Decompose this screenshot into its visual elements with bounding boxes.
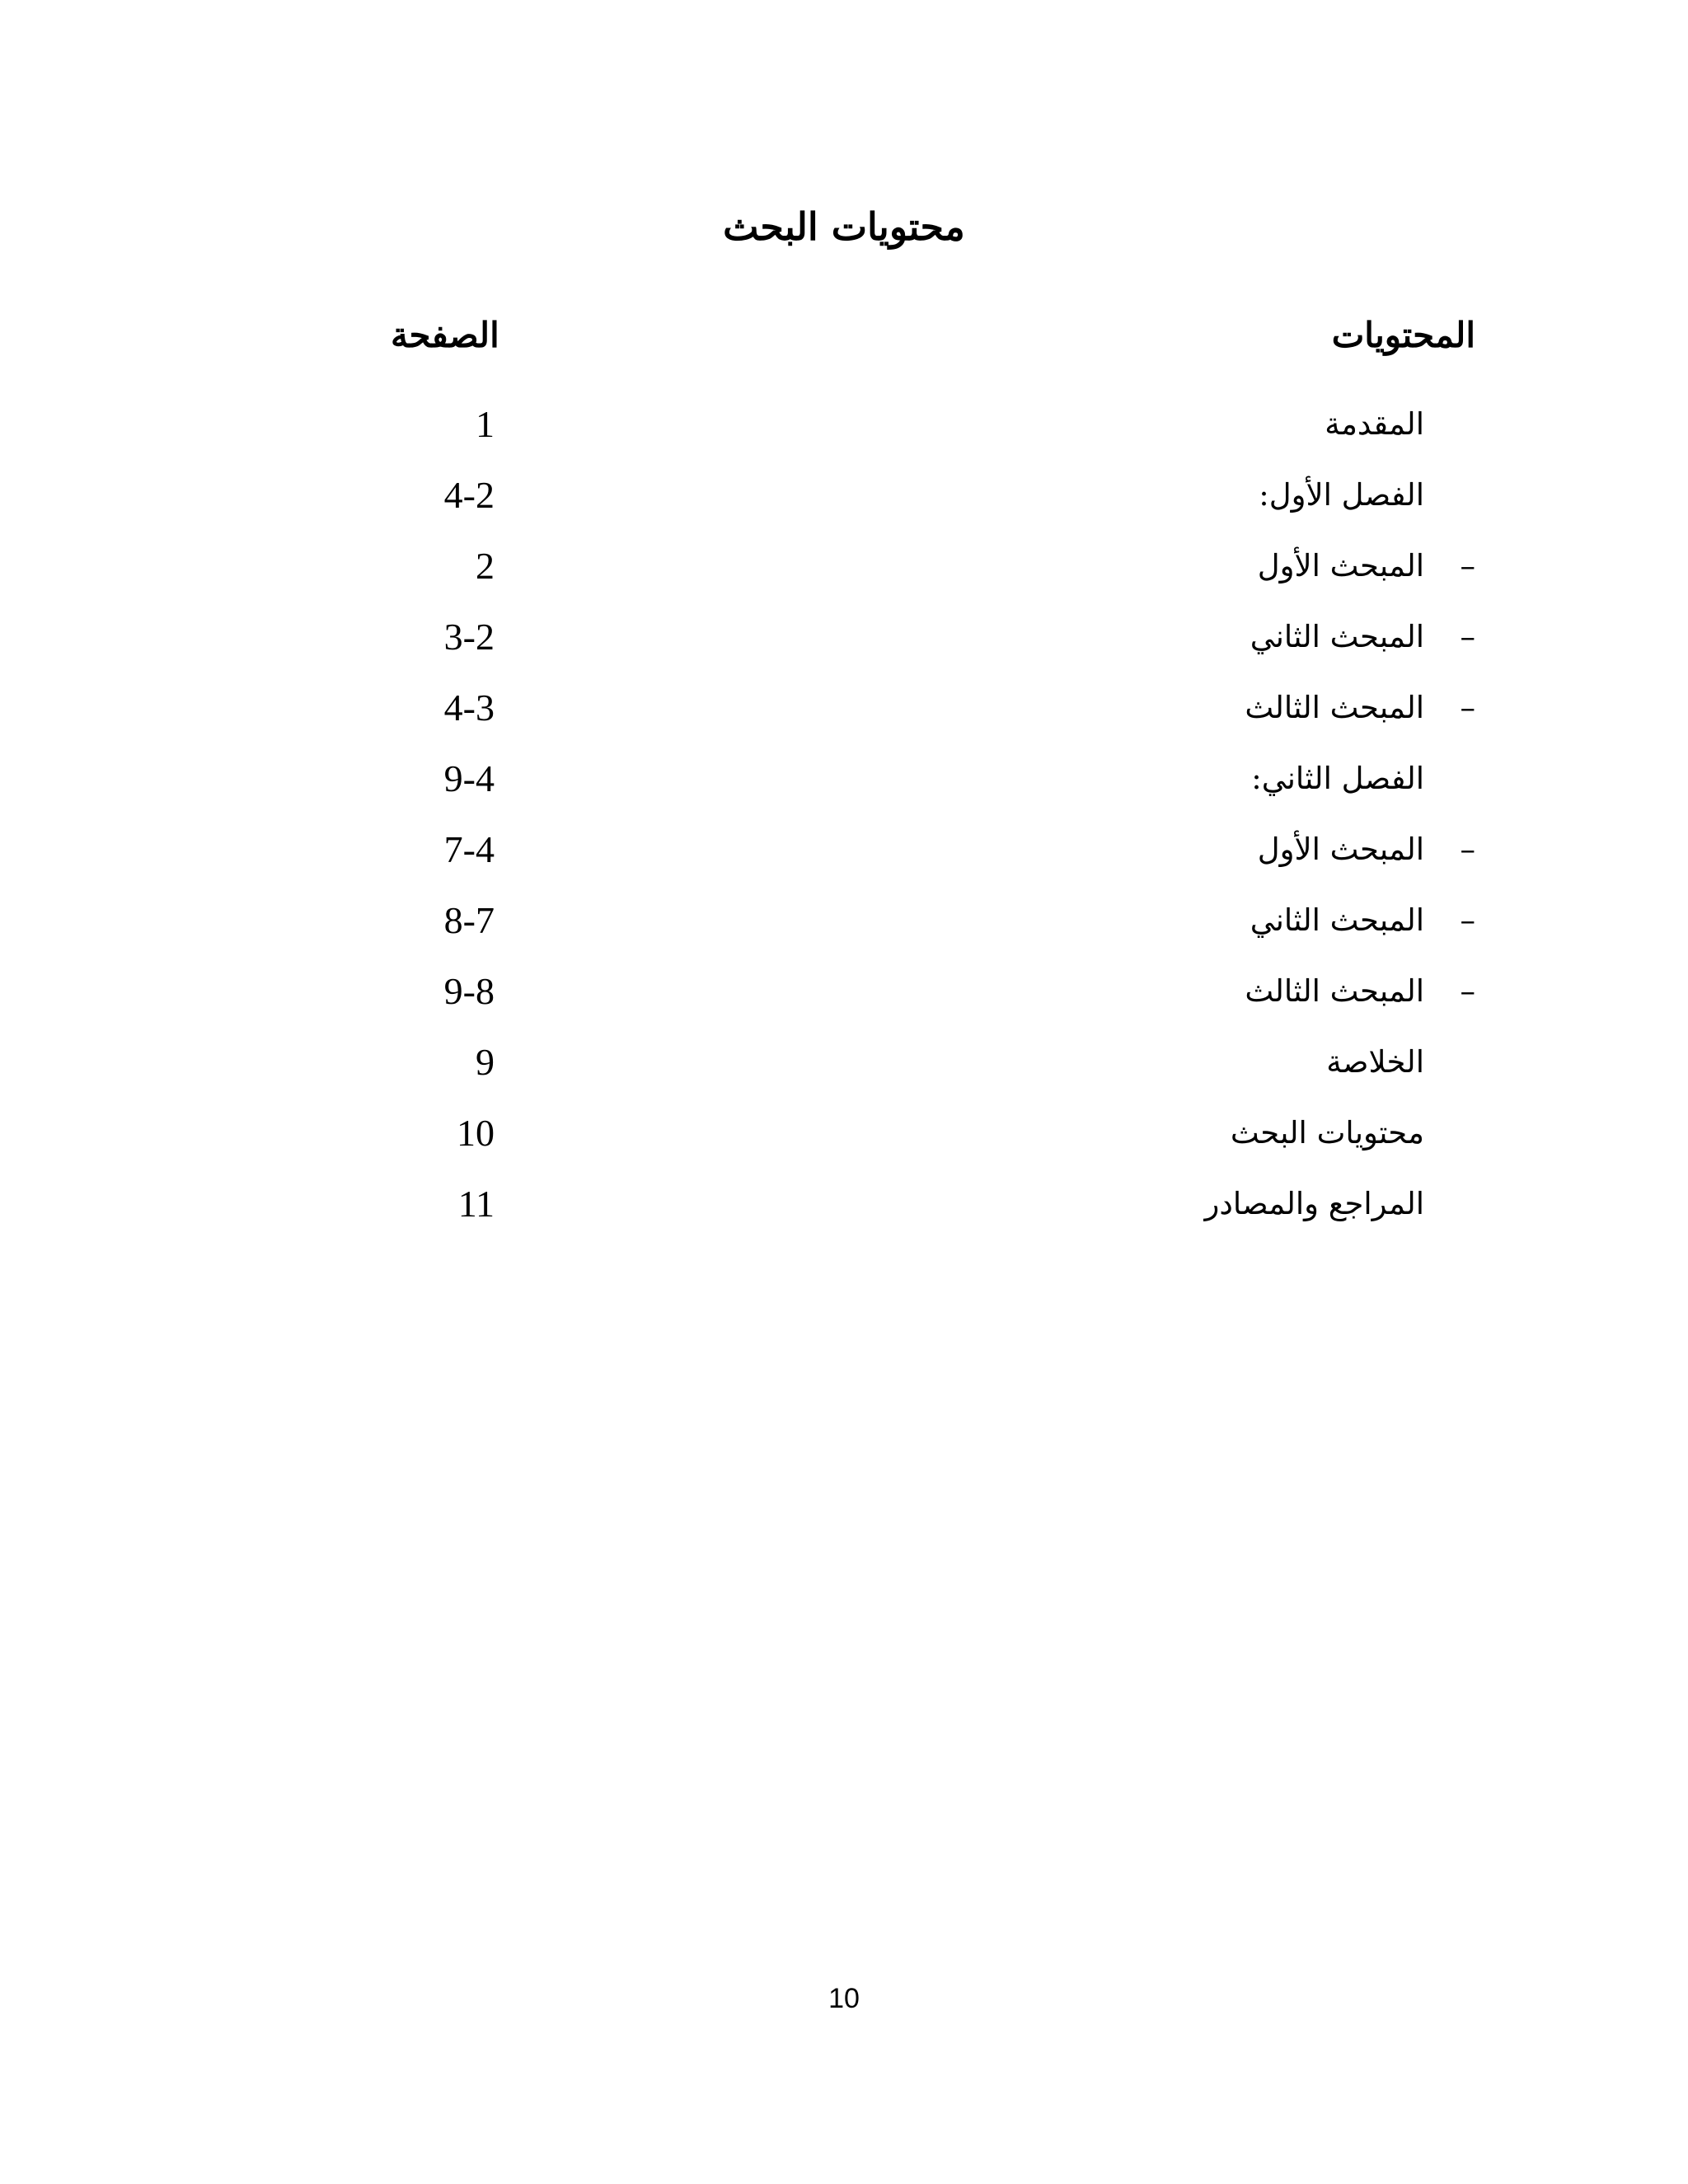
toc-entry-ch1-section-3 (0, 679, 1688, 750)
toc-entry-text: المبحث الثاني (1250, 902, 1424, 938)
toc-entry-chapter-2 (0, 750, 1688, 821)
toc-entry-page: 4-2 (443, 474, 495, 516)
toc-entry-text: المقدمة (1325, 406, 1424, 442)
toc-entry-page: 11 (457, 1183, 495, 1225)
page-title: محتويات البحث (723, 204, 965, 249)
toc-entry-conclusion (0, 1033, 1688, 1104)
toc-list (0, 396, 1688, 1246)
toc-entry-text: المراجع والمصادر (1204, 1186, 1424, 1221)
toc-entry-label (1325, 396, 1475, 453)
toc-entry-page: 10 (457, 1112, 495, 1154)
toc-entry-dash: – (1460, 548, 1475, 583)
toc-entry-page: 9-4 (443, 757, 495, 799)
toc-entry-ch2-section-1 (0, 821, 1688, 892)
toc-entry-label (1245, 679, 1475, 737)
toc-entry-label (1245, 963, 1475, 1020)
toc-entry-ch2-section-2 (0, 892, 1688, 963)
toc-entry-label (1205, 1175, 1475, 1233)
toc-entry-label (1258, 537, 1475, 595)
toc-entry-label (1250, 892, 1475, 949)
toc-entry-page: 3-2 (443, 616, 495, 658)
toc-entry-page: 9-8 (443, 970, 495, 1012)
toc-entry-dash: – (1460, 690, 1475, 725)
toc-entry-dash: – (1460, 832, 1475, 867)
footer-page-number: 10 (828, 1983, 860, 2014)
toc-entry-label (1326, 1033, 1475, 1091)
toc-entry-dash: – (1460, 973, 1475, 1009)
toc-entry-introduction (0, 396, 1688, 466)
toc-entry-contents (0, 1104, 1688, 1175)
toc-entry-chapter-1 (0, 466, 1688, 537)
toc-entry-text: الفصل الأول: (1259, 477, 1424, 513)
contents-column-header: المحتويات (1331, 315, 1475, 355)
toc-entry-dash: – (1460, 619, 1475, 654)
toc-entry-text: المبحث الثالث (1245, 690, 1424, 725)
toc-entry-text: محتويات البحث (1230, 1115, 1424, 1151)
toc-entry-ch2-section-3 (0, 963, 1688, 1033)
toc-entry-text: المبحث الثاني (1250, 619, 1424, 654)
toc-entry-label (1258, 821, 1475, 879)
toc-entry-text: الخلاصة (1326, 1044, 1424, 1080)
toc-entry-text: المبحث الأول (1257, 832, 1424, 867)
toc-entry-text: الفصل الثاني: (1251, 761, 1424, 796)
toc-entry-page: 9 (476, 1041, 495, 1083)
toc-entry-dash: – (1460, 902, 1475, 938)
page-column-header: الصفحة (391, 315, 499, 355)
toc-entry-page: 7-4 (443, 828, 495, 870)
toc-entry-text: المبحث الأول (1257, 548, 1424, 583)
toc-entry-page: 4-3 (443, 687, 495, 729)
toc-entry-text: المبحث الثالث (1245, 973, 1424, 1009)
toc-entry-label (1250, 608, 1475, 666)
toc-entry-page: 8-7 (443, 899, 495, 941)
toc-entry-page: 1 (476, 403, 495, 445)
toc-entry-ch1-section-2 (0, 608, 1688, 679)
toc-entry-label (1251, 750, 1475, 808)
toc-entry-page: 2 (476, 545, 495, 587)
toc-entry-references (0, 1175, 1688, 1246)
toc-entry-label (1259, 466, 1475, 524)
toc-entry-label (1231, 1104, 1475, 1162)
toc-entry-ch1-section-1 (0, 537, 1688, 608)
